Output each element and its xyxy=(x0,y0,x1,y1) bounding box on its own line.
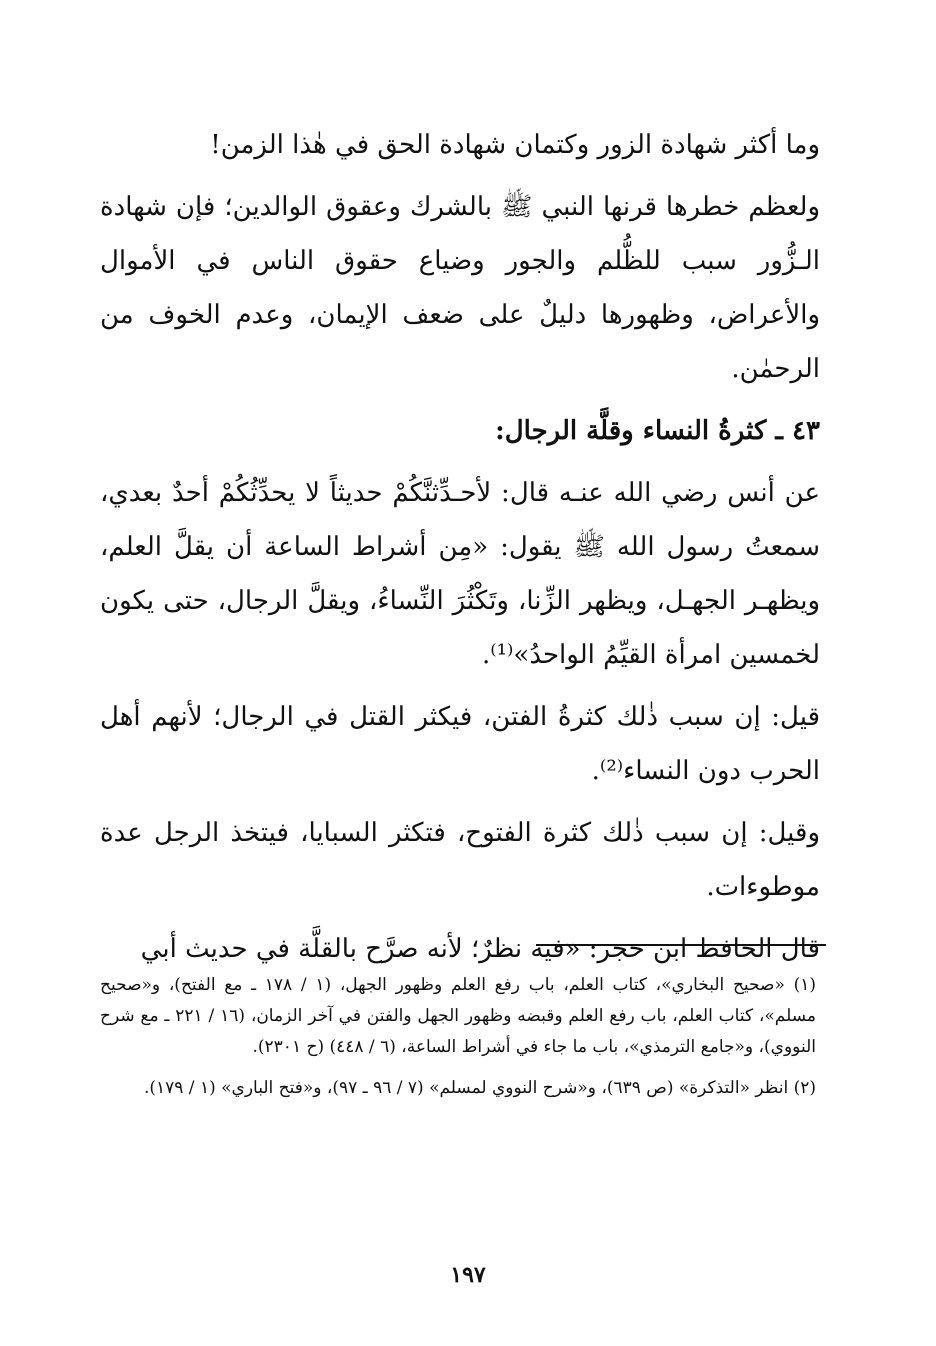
paragraph-3: عن أنس رضي الله عنـه قال: لأحـدِّثنَّكُمْ حديثاً لا يحدِّثُكُمْ أحدٌ بعدي، سمعتُ رسول الله ﷺ يقول: «مِن أشراط الساعة أن يقلَّ العلم، ويظهـر الجهـل، ويظهر الزِّنا، وتَكْثُرَ النِّساءُ، ويقلَّ الرجال، حتى يكون لخمسين امرأة القيِّمُ الواحدُ»⁽¹⁾. xyxy=(100,478,820,670)
footnote-2: (٢) انظر «التذكرة» (ص ٦٣٩)، و«شرح النووي لمسلم» (٧ / ٩٦ ـ ٩٧)، و«فتح الباري» (١ / ١٧٩). xyxy=(143,1078,816,1098)
footnote-divider xyxy=(536,944,826,946)
paragraph-1: وما أكثر شهادة الزور وكتمان شهادة الحق في هٰذا الزمن! xyxy=(210,130,820,160)
footnotes xyxy=(100,970,816,1114)
main-text xyxy=(100,118,820,984)
section-heading: ٤٣ ـ كثرةُ النساء وقلَّة الرجال: xyxy=(495,416,820,446)
paragraph-5: وقيل: إن سبب ذٰلك كثرة الفتوح، فتكثر السبايا، فيتخذ الرجل عدة موطوءات. xyxy=(100,818,820,902)
paragraph-2: ولعظم خطرها قرنها النبي ﷺ بالشرك وعقوق الوالدين؛ فإن شهادة الـزُّور سبب للظُّلم والجور وضياع حقوق الناس في الأموال والأعراض، وظهورها دليلٌ على ضعف الإيمان، وعدم الخوف من الرحمٰن. xyxy=(100,192,820,384)
paragraph-4: قيل: إن سبب ذٰلك كثرةُ الفتن، فيكثر القتل في الرجال؛ لأنهم أهل الحرب دون النساء⁽²⁾. xyxy=(100,702,820,786)
footnote-1: (١) «صحيح البخاري»، كتاب العلم، باب رفع العلم وظهور الجهل، (١ / ١٧٨ ـ مع الفتح)، و«صحيح مسلم»، كتاب العلم، باب رفع العلم وقبضه وظهور الجهل والفتن في آخر الزمان، (١٦ / ٢٢١ ـ مع شرح النووي)، و«جامع الترمذي»، باب ما جاء في أشراط الساعة، (٦ / ٤٤٨) (ح ٢٣٠١). xyxy=(100,975,816,1057)
paragraph-6: قال الحافظ ابن حجر: «فيه نظرٌ؛ لأنه صرَّح بالقلَّة في حديث أبي xyxy=(140,934,820,964)
page-number: ١٩٧ xyxy=(450,1262,486,1288)
